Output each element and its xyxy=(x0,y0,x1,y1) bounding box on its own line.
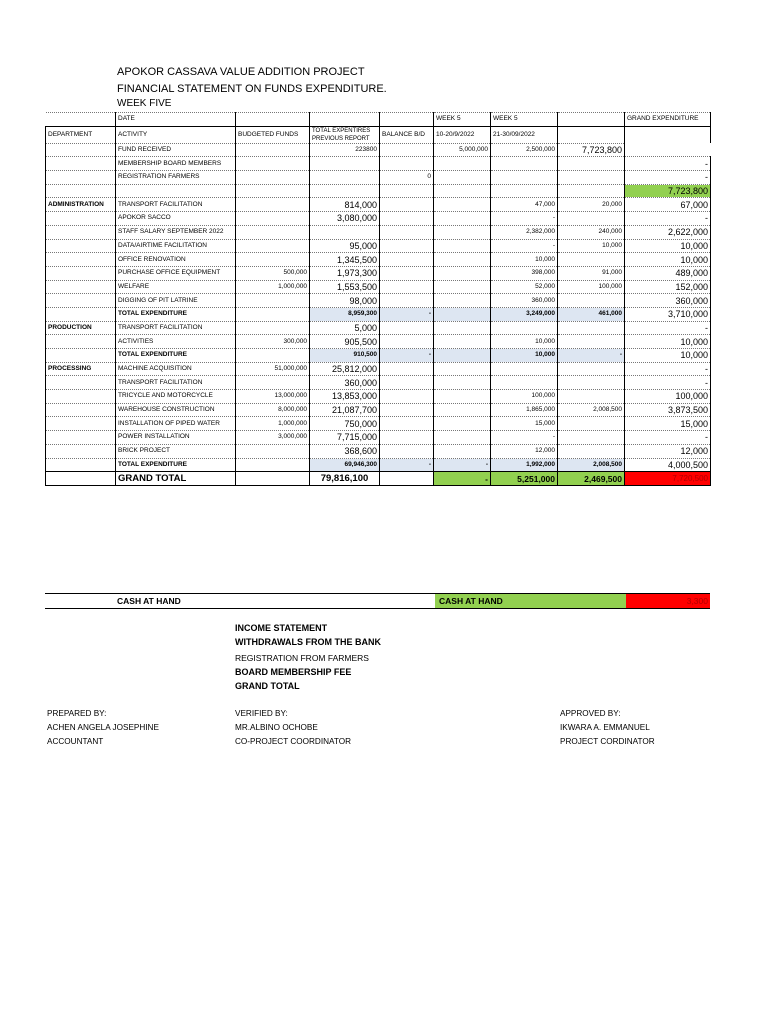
table-row xyxy=(46,390,711,404)
table-row xyxy=(46,239,711,253)
value-cell: 10,000 xyxy=(491,253,558,267)
department-cell xyxy=(46,157,116,171)
table-row xyxy=(46,143,711,157)
header-date-row: DATE WEEK 5 WEEK 5 GRAND EXPENDITURE xyxy=(46,113,711,127)
col-balance: BALANCE B/D xyxy=(380,126,434,143)
department-cell xyxy=(46,335,116,349)
value-cell: 2,008,500 xyxy=(558,458,625,472)
value-cell xyxy=(491,362,558,376)
value-cell: 91,000 xyxy=(558,266,625,280)
table-row xyxy=(46,431,711,445)
value-cell xyxy=(434,225,491,239)
activity-cell xyxy=(116,184,236,198)
value-cell xyxy=(236,349,310,363)
value-cell: 1,992,000 xyxy=(491,458,558,472)
value-cell xyxy=(491,376,558,390)
value-cell xyxy=(434,239,491,253)
activity-cell: FUND RECEIVED xyxy=(116,143,236,157)
value-cell: 1,000,000 xyxy=(236,280,310,294)
department-cell xyxy=(46,266,116,280)
value-cell xyxy=(236,321,310,335)
value-cell xyxy=(310,157,380,171)
value-cell xyxy=(558,335,625,349)
value-cell: - xyxy=(491,239,558,253)
value-cell: 3,873,500 xyxy=(625,403,711,417)
value-cell xyxy=(236,472,310,486)
value-cell xyxy=(380,417,434,431)
value-cell xyxy=(558,294,625,308)
column-header-row xyxy=(46,126,711,143)
value-cell: 398,000 xyxy=(491,266,558,280)
activity-cell: TOTAL EXPENDITURE xyxy=(116,307,236,321)
value-cell xyxy=(434,184,491,198)
value-cell: - xyxy=(491,212,558,226)
activity-cell: TOTAL EXPENDITURE xyxy=(116,349,236,363)
col-budgeted: BUDGETED FUNDS xyxy=(236,126,310,143)
table-row xyxy=(46,212,711,226)
table-row xyxy=(46,472,711,486)
value-cell: 10,000 xyxy=(625,239,711,253)
table-row xyxy=(46,335,711,349)
department-cell xyxy=(46,184,116,198)
activity-cell: WELFARE xyxy=(116,280,236,294)
value-cell xyxy=(380,184,434,198)
value-cell xyxy=(434,349,491,363)
table-row xyxy=(46,294,711,308)
table-row xyxy=(46,403,711,417)
value-cell: 1,865,000 xyxy=(491,403,558,417)
value-cell: 21,087,700 xyxy=(310,403,380,417)
table-row xyxy=(46,184,711,198)
value-cell: 152,000 xyxy=(625,280,711,294)
value-cell: 10,000 xyxy=(625,253,711,267)
value-cell: 10,000 xyxy=(625,335,711,349)
value-cell xyxy=(558,417,625,431)
value-cell xyxy=(558,321,625,335)
department-cell xyxy=(46,472,116,486)
value-cell xyxy=(380,239,434,253)
value-cell: - xyxy=(434,472,491,486)
value-cell: 51,000,000 xyxy=(236,362,310,376)
activity-cell: TRANSPORT FACILITATION xyxy=(116,376,236,390)
value-cell: 360,000 xyxy=(491,294,558,308)
value-cell xyxy=(558,376,625,390)
value-cell: 2,469,500 xyxy=(558,472,625,486)
value-cell xyxy=(236,294,310,308)
value-cell: - xyxy=(625,321,711,335)
value-cell: - xyxy=(491,431,558,445)
value-cell xyxy=(380,266,434,280)
value-cell: 25,812,000 xyxy=(310,362,380,376)
value-cell xyxy=(380,376,434,390)
department-cell xyxy=(46,225,116,239)
value-cell xyxy=(310,184,380,198)
value-cell: 3,710,000 xyxy=(625,307,711,321)
value-cell xyxy=(380,294,434,308)
activity-cell: TRICYCLE AND MOTORCYCLE xyxy=(116,390,236,404)
department-cell xyxy=(46,458,116,472)
table-row xyxy=(46,321,711,335)
value-cell: 0 xyxy=(380,171,434,185)
value-cell: - xyxy=(434,458,491,472)
department-cell xyxy=(46,417,116,431)
value-cell: 100,000 xyxy=(625,390,711,404)
value-cell: - xyxy=(625,376,711,390)
value-cell xyxy=(380,157,434,171)
value-cell xyxy=(434,280,491,294)
value-cell: 10,000 xyxy=(491,335,558,349)
value-cell xyxy=(310,225,380,239)
value-cell xyxy=(558,212,625,226)
department-cell xyxy=(46,280,116,294)
value-cell: 13,000,000 xyxy=(236,390,310,404)
value-cell xyxy=(236,225,310,239)
activity-cell: STAFF SALARY SEPTEMBER 2022 xyxy=(116,225,236,239)
col-activity: ACTIVITY xyxy=(116,126,236,143)
value-cell xyxy=(380,198,434,212)
value-cell: 20,000 xyxy=(558,198,625,212)
value-cell: 910,500 xyxy=(310,349,380,363)
value-cell: 2,382,000 xyxy=(491,225,558,239)
value-cell: 360,000 xyxy=(310,376,380,390)
value-cell xyxy=(380,212,434,226)
cash-label: CASH AT HAND xyxy=(117,596,181,606)
verified-by-block: VERIFIED BY: MR.ALBINO OCHOBE CO-PROJECT COORDINATOR xyxy=(235,709,351,746)
value-cell xyxy=(434,444,491,458)
value-cell: 3,000,000 xyxy=(236,431,310,445)
table-row xyxy=(46,349,711,363)
col-department: DEPARTMENT xyxy=(46,126,116,143)
value-cell: 7,723,800 xyxy=(625,184,711,198)
department-cell xyxy=(46,403,116,417)
department-cell xyxy=(46,349,116,363)
value-cell: 100,000 xyxy=(491,390,558,404)
department-cell xyxy=(46,143,116,157)
value-cell: 360,000 xyxy=(625,294,711,308)
table-row xyxy=(46,458,711,472)
value-cell: 368,600 xyxy=(310,444,380,458)
value-cell: 69,946,300 xyxy=(310,458,380,472)
value-cell: 814,000 xyxy=(310,198,380,212)
value-cell xyxy=(380,472,434,486)
value-cell: - xyxy=(380,307,434,321)
department-cell xyxy=(46,253,116,267)
value-cell xyxy=(380,253,434,267)
department-cell xyxy=(46,171,116,185)
value-cell: 5,000,000 xyxy=(434,143,491,157)
activity-cell: APOKOR SACCO xyxy=(116,212,236,226)
value-cell: - xyxy=(625,212,711,226)
report-week: WEEK FIVE xyxy=(117,98,172,109)
activity-cell: BRICK PROJECT xyxy=(116,444,236,458)
value-cell xyxy=(434,417,491,431)
value-cell: 2,500,000 xyxy=(491,143,558,157)
value-cell: 10,000 xyxy=(558,239,625,253)
table-row xyxy=(46,171,711,185)
value-cell xyxy=(434,321,491,335)
value-cell: 12,000 xyxy=(491,444,558,458)
value-cell: 3,249,000 xyxy=(491,307,558,321)
department-cell xyxy=(46,431,116,445)
value-cell: 1,345,500 xyxy=(310,253,380,267)
col-week5-a: 10-20/9/2022 xyxy=(434,126,491,143)
value-cell xyxy=(380,321,434,335)
value-cell: 2,008,500 xyxy=(558,403,625,417)
value-cell: 3,080,000 xyxy=(310,212,380,226)
value-cell xyxy=(310,171,380,185)
activity-cell: OFFICE RENOVATION xyxy=(116,253,236,267)
value-cell: 10,000 xyxy=(491,349,558,363)
value-cell xyxy=(434,171,491,185)
income-withdrawals: WITHDRAWALS FROM THE BANK xyxy=(235,637,381,647)
department-cell: ADMINISTRATION xyxy=(46,198,116,212)
income-title: INCOME STATEMENT xyxy=(235,623,328,633)
income-grand-total: GRAND TOTAL xyxy=(235,681,300,691)
value-cell xyxy=(434,212,491,226)
value-cell: 8,000,000 xyxy=(236,403,310,417)
value-cell: - xyxy=(558,349,625,363)
table-row xyxy=(46,376,711,390)
department-cell xyxy=(46,212,116,226)
value-cell: 13,853,000 xyxy=(310,390,380,404)
value-cell: 905,500 xyxy=(310,335,380,349)
value-cell xyxy=(434,198,491,212)
value-cell xyxy=(434,390,491,404)
value-cell: 5,000 xyxy=(310,321,380,335)
activity-cell: TOTAL EXPENDITURE xyxy=(116,458,236,472)
report-subtitle: FINANCIAL STATEMENT ON FUNDS EXPENDITURE. xyxy=(117,83,387,95)
expenditure-table xyxy=(45,112,711,486)
col-week5-b: 21-30/09/2022 xyxy=(491,126,558,143)
col-previous: TOTAL EXPENTIRES PREVIOUS REPORT xyxy=(310,126,380,143)
value-cell: 10,000 xyxy=(625,349,711,363)
activity-cell: PURCHASE OFFICE EQUIPMENT xyxy=(116,266,236,280)
prepared-by-block: PREPARED BY: ACHEN ANGELA JOSEPHINE ACCOUNTANT xyxy=(47,709,159,746)
activity-cell: MACHINE ACQUISITION xyxy=(116,362,236,376)
value-cell: 750,000 xyxy=(310,417,380,431)
department-cell xyxy=(46,390,116,404)
value-cell: 7,720,500 xyxy=(625,472,711,486)
value-cell xyxy=(236,212,310,226)
value-cell xyxy=(558,157,625,171)
value-cell xyxy=(434,307,491,321)
value-cell: 7,723,800 xyxy=(558,143,625,157)
value-cell: 1,553,500 xyxy=(310,280,380,294)
value-cell xyxy=(380,335,434,349)
value-cell xyxy=(380,280,434,294)
value-cell: 8,959,300 xyxy=(310,307,380,321)
value-cell: 489,000 xyxy=(625,266,711,280)
value-cell xyxy=(236,239,310,253)
cash-label-green: CASH AT HAND xyxy=(435,594,629,608)
value-cell xyxy=(380,390,434,404)
value-cell: 98,000 xyxy=(310,294,380,308)
value-cell: 67,000 xyxy=(625,198,711,212)
value-cell: 4,000,500 xyxy=(625,458,711,472)
value-cell: 1,000,000 xyxy=(236,417,310,431)
value-cell xyxy=(558,390,625,404)
value-cell xyxy=(434,431,491,445)
value-cell: 461,000 xyxy=(558,307,625,321)
table-row xyxy=(46,280,711,294)
value-cell xyxy=(491,184,558,198)
value-cell: 2,622,000 xyxy=(625,225,711,239)
income-board-fee: BOARD MEMBERSHIP FEE xyxy=(235,667,352,677)
value-cell: - xyxy=(380,458,434,472)
value-cell xyxy=(434,403,491,417)
table-row xyxy=(46,198,711,212)
value-cell: - xyxy=(625,157,711,171)
value-cell xyxy=(491,157,558,171)
value-cell: 95,000 xyxy=(310,239,380,253)
value-cell xyxy=(236,307,310,321)
department-cell xyxy=(46,294,116,308)
activity-cell: TRANSPORT FACILITATION xyxy=(116,198,236,212)
value-cell xyxy=(380,362,434,376)
value-cell: 5,251,000 xyxy=(491,472,558,486)
value-cell xyxy=(236,376,310,390)
table-row xyxy=(46,225,711,239)
activity-cell: WAREHOUSE CONSTRUCTION xyxy=(116,403,236,417)
table-row xyxy=(46,362,711,376)
cash-value: 3,300 xyxy=(626,594,710,608)
cash-at-hand-row xyxy=(45,593,710,609)
value-cell xyxy=(236,444,310,458)
value-cell xyxy=(558,431,625,445)
value-cell: 15,000 xyxy=(491,417,558,431)
table-row xyxy=(46,307,711,321)
activity-cell: ACTIVITIES xyxy=(116,335,236,349)
value-cell: 79,816,100 xyxy=(310,472,380,486)
table-row xyxy=(46,266,711,280)
value-cell: - xyxy=(625,431,711,445)
income-registration: REGISTRATION FROM FARMERS xyxy=(235,653,369,663)
department-cell: PRODUCTION xyxy=(46,321,116,335)
value-cell xyxy=(491,321,558,335)
approved-by-block: APPROVED BY: IKWARA A. EMMANUEL PROJECT CORDINATOR xyxy=(560,709,655,746)
activity-cell: POWER INSTALLATION xyxy=(116,431,236,445)
value-cell: 223800 xyxy=(310,143,380,157)
department-cell xyxy=(46,376,116,390)
value-cell xyxy=(380,225,434,239)
value-cell: 12,000 xyxy=(625,444,711,458)
activity-cell: TRANSPORT FACILITATION xyxy=(116,321,236,335)
value-cell xyxy=(380,431,434,445)
value-cell: 240,000 xyxy=(558,225,625,239)
activity-cell: REGISTRATION FARMERS xyxy=(116,171,236,185)
value-cell xyxy=(558,171,625,185)
value-cell xyxy=(236,253,310,267)
activity-cell: DATA/AIRTIME FACILITATION xyxy=(116,239,236,253)
table-row xyxy=(46,417,711,431)
value-cell xyxy=(236,198,310,212)
value-cell xyxy=(434,294,491,308)
table-row xyxy=(46,444,711,458)
value-cell: - xyxy=(380,349,434,363)
value-cell xyxy=(434,157,491,171)
value-cell xyxy=(558,362,625,376)
value-cell xyxy=(380,143,434,157)
department-cell xyxy=(46,239,116,253)
value-cell xyxy=(558,253,625,267)
value-cell: 300,000 xyxy=(236,335,310,349)
value-cell: - xyxy=(625,171,711,185)
value-cell: 500,000 xyxy=(236,266,310,280)
value-cell xyxy=(236,143,310,157)
activity-cell: INSTALLATION OF PIPED WATER xyxy=(116,417,236,431)
value-cell xyxy=(236,171,310,185)
value-cell xyxy=(558,444,625,458)
report-title: APOKOR CASSAVA VALUE ADDITION PROJECT xyxy=(117,66,365,78)
value-cell xyxy=(558,184,625,198)
value-cell xyxy=(434,253,491,267)
value-cell xyxy=(434,362,491,376)
table-row xyxy=(46,253,711,267)
value-cell xyxy=(380,444,434,458)
department-cell xyxy=(46,307,116,321)
value-cell: 15,000 xyxy=(625,417,711,431)
value-cell xyxy=(434,266,491,280)
value-cell: 1,973,300 xyxy=(310,266,380,280)
value-cell xyxy=(491,171,558,185)
activity-cell: GRAND TOTAL xyxy=(116,472,236,486)
value-cell xyxy=(236,184,310,198)
value-cell: 7,715,000 xyxy=(310,431,380,445)
value-cell: 100,000 xyxy=(558,280,625,294)
value-cell: 47,000 xyxy=(491,198,558,212)
value-cell: - xyxy=(625,362,711,376)
department-cell: PROCESSING xyxy=(46,362,116,376)
value-cell xyxy=(236,458,310,472)
value-cell: 52,000 xyxy=(491,280,558,294)
value-cell xyxy=(434,376,491,390)
activity-cell: DIGGING OF PIT LATRINE xyxy=(116,294,236,308)
value-cell xyxy=(380,403,434,417)
value-cell xyxy=(236,157,310,171)
department-cell xyxy=(46,444,116,458)
activity-cell: MEMBERSHIP BOARD MEMBERS xyxy=(116,157,236,171)
table-row xyxy=(46,157,711,171)
value-cell xyxy=(434,335,491,349)
